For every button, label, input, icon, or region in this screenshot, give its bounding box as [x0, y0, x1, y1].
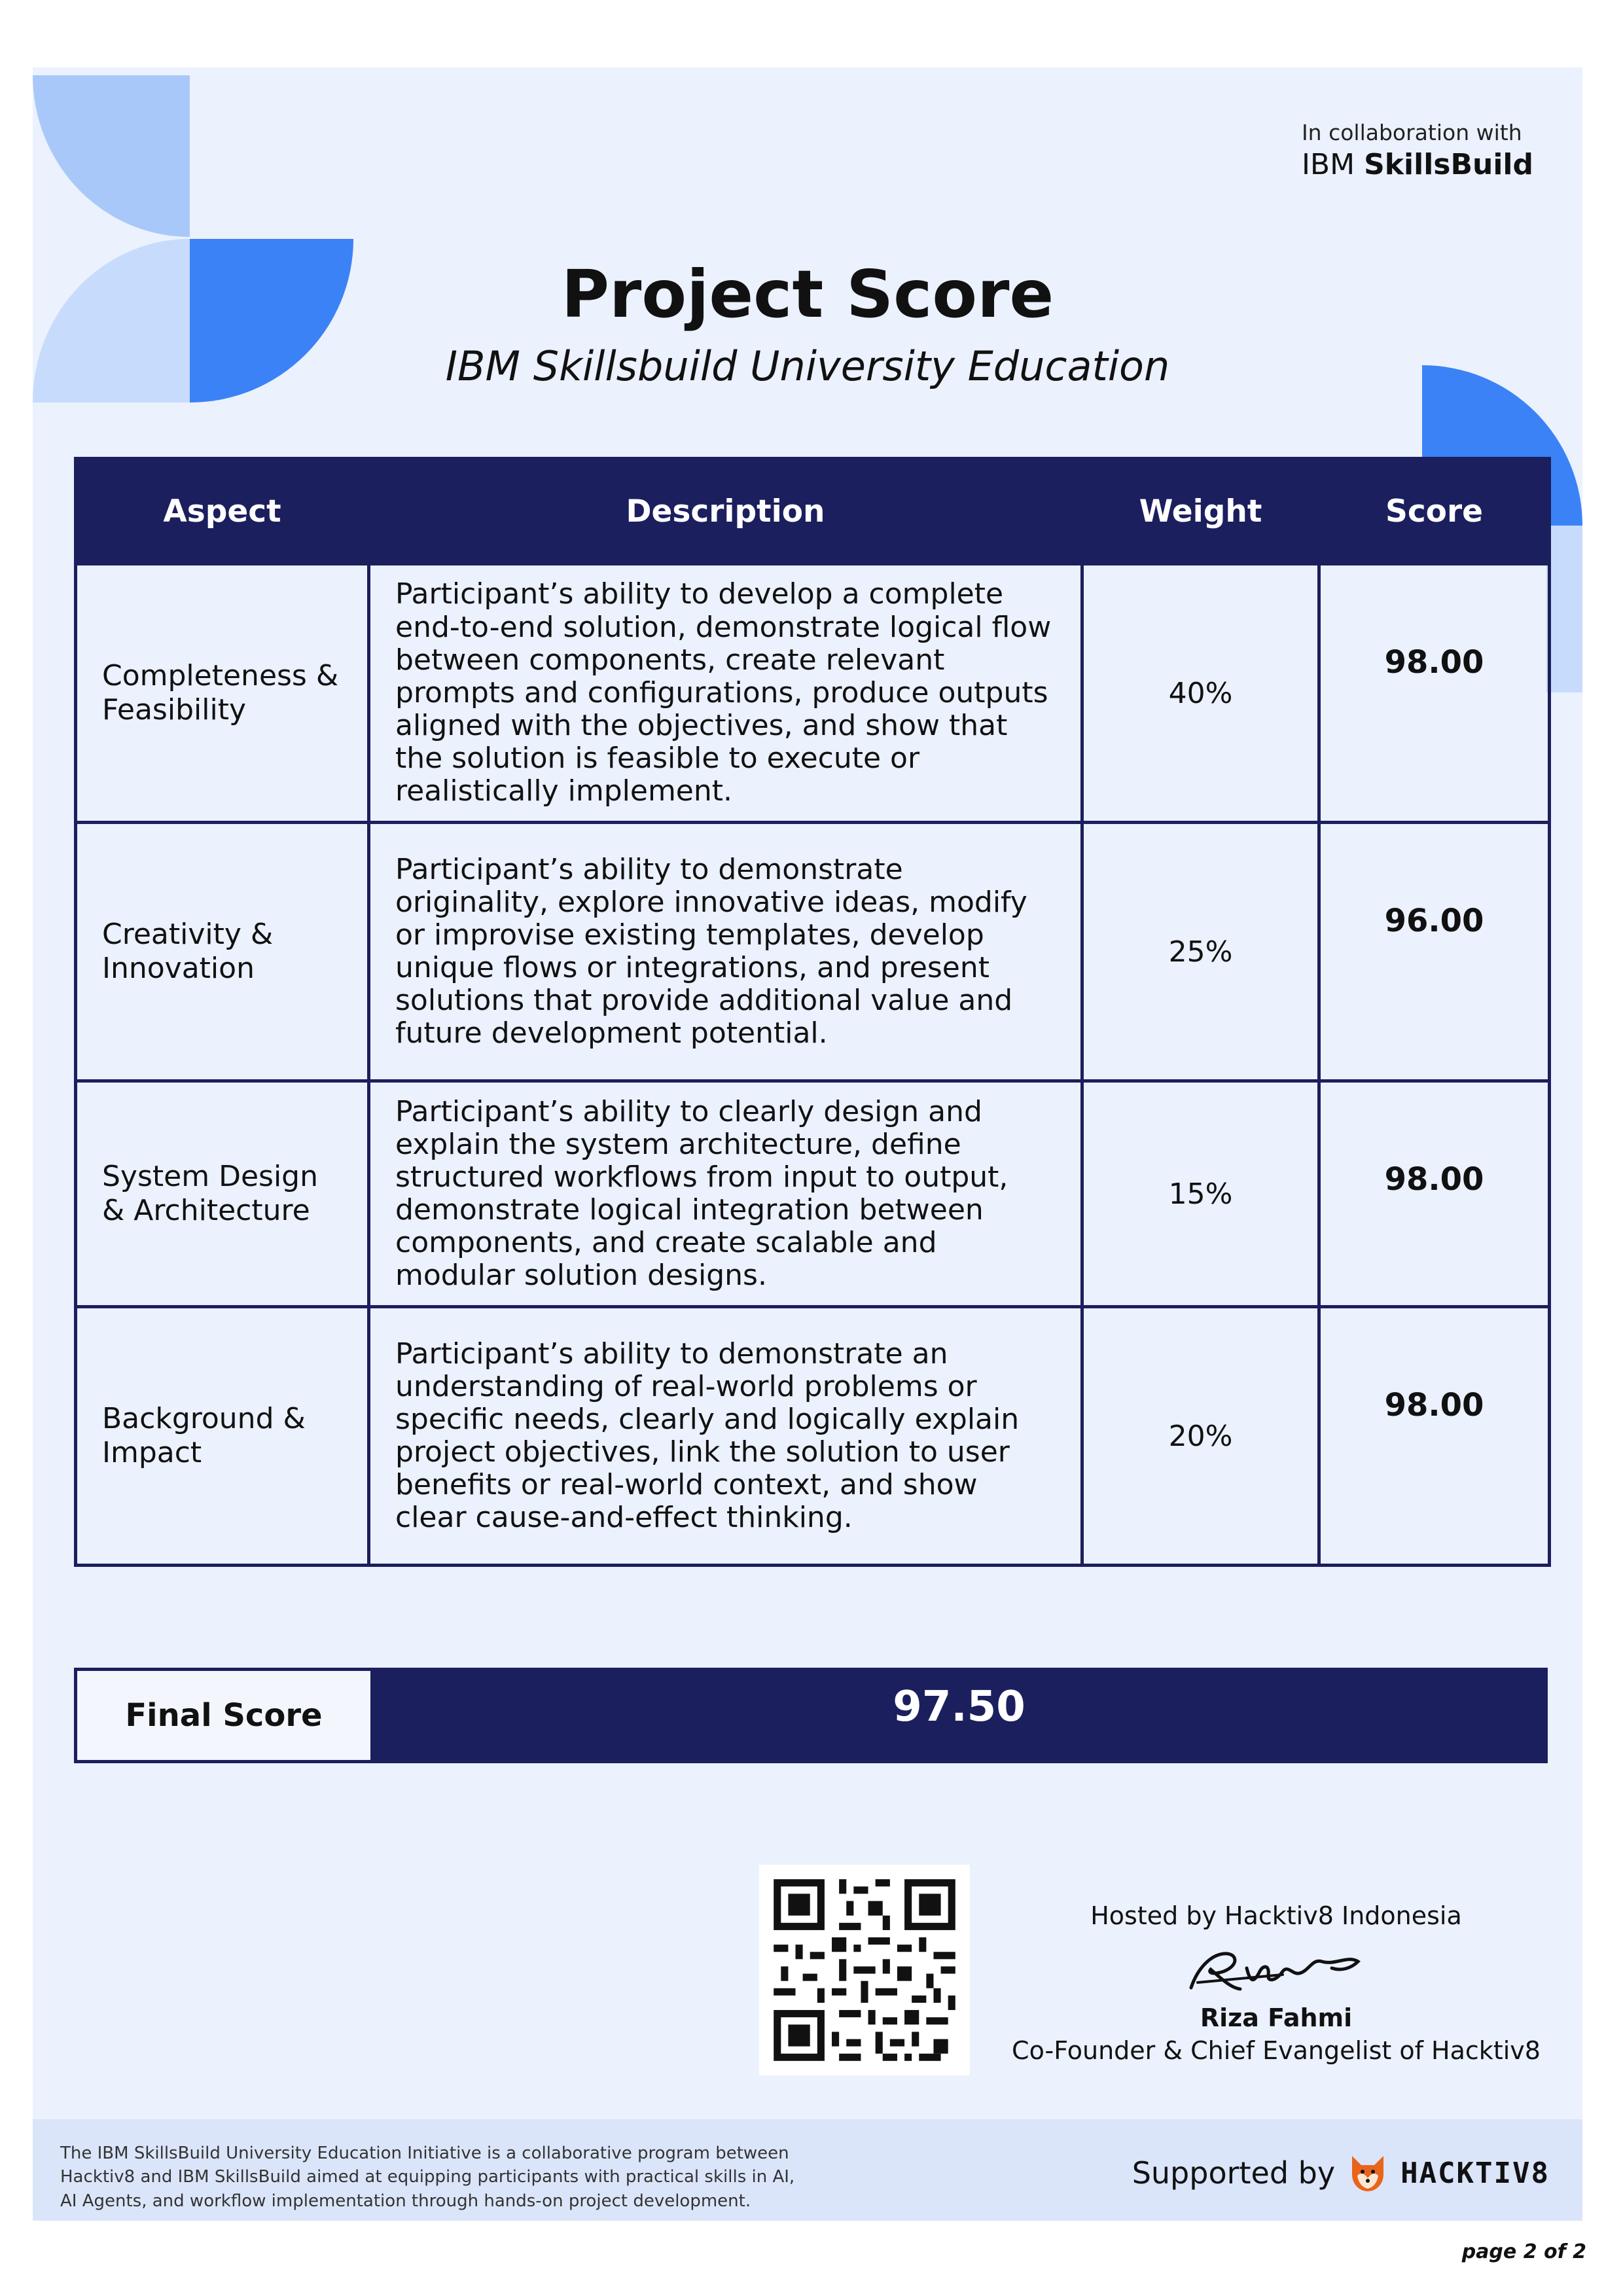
brand-regular: IBM [1301, 148, 1364, 181]
weight-cell: 20% [1082, 1307, 1319, 1566]
collaboration-prefix: In collaboration with [1301, 120, 1522, 145]
signer-name: Riza Fahmi [1200, 2003, 1353, 2032]
host-block [982, 1901, 1571, 2065]
final-score-box [74, 1668, 1548, 1763]
supported-by-block [1132, 2152, 1550, 2194]
final-score-label: Final Score [77, 1671, 374, 1760]
score-cell: 98.00 [1319, 1307, 1550, 1566]
collaboration-brand [1302, 148, 1533, 181]
hosted-by: Hosted by Hacktiv8 Indonesia [1090, 1901, 1462, 1930]
table-row [76, 1081, 1550, 1307]
page-subtitle: IBM Skillsbuild University Education [445, 342, 1170, 390]
score-cell: 98.00 [1319, 564, 1550, 823]
description-cell: Participant’s ability to demonstrate originality, explore innovative ideas, modify or improvise existing templates, develop unique flows or integrations, and present solutions that provide additional value and future development potential. [369, 823, 1082, 1081]
collaboration-block [1302, 120, 1533, 181]
aspect-cell: Background & Impact [76, 1307, 369, 1566]
table-header-row [76, 459, 1550, 564]
brand-bold: SkillsBuild [1364, 148, 1533, 181]
signature-icon [1185, 1942, 1368, 2001]
description-cell: Participant’s ability to demonstrate an understanding of real-world problems or specific needs, clearly and logically explain project objectives, link the solution to user benefits or real-world context, and show clear cause-and-effect thinking. [369, 1307, 1082, 1566]
header-aspect: Aspect [76, 459, 369, 564]
score-table [74, 457, 1551, 1567]
table-row [76, 823, 1550, 1081]
qr-code-icon [759, 1865, 970, 2075]
header-weight: Weight [1082, 459, 1319, 564]
page-number: page 2 of 2 [1461, 2240, 1586, 2263]
hacktiv8-brand: HACKTIV8 [1400, 2156, 1550, 2190]
page-title: Project Score [561, 256, 1054, 332]
table-row [76, 1307, 1550, 1566]
certificate-sheet [33, 67, 1582, 2221]
fox-mascot-icon [1347, 2152, 1389, 2194]
weight-cell: 40% [1082, 564, 1319, 823]
table-row [76, 564, 1550, 823]
description-cell: Participant’s ability to develop a complete end-to-end solution, demonstrate logical flow between components, create relevant prompts and configurations, produce outputs aligned with the objectives, and show that the solution is feasible to execute or realistically implement. [369, 564, 1082, 823]
description-cell: Participant’s ability to clearly design and explain the system architecture, define structured workflows from input to output, demonstrate logical integration between components, and create scalable and modular solution designs. [369, 1081, 1082, 1307]
aspect-cell: Creativity & Innovation [76, 823, 369, 1081]
score-cell: 98.00 [1319, 1081, 1550, 1307]
signer-role: Co-Founder & Chief Evangelist of Hacktiv8 [1012, 2036, 1541, 2065]
weight-cell: 25% [1082, 823, 1319, 1081]
header-description: Description [369, 459, 1082, 564]
aspect-cell: System Design & Architecture [76, 1081, 369, 1307]
weight-cell: 15% [1082, 1081, 1319, 1307]
header-score: Score [1319, 459, 1550, 564]
score-cell: 96.00 [1319, 823, 1550, 1081]
supported-by-label: Supported by [1132, 2155, 1336, 2191]
footer [33, 2119, 1582, 2221]
final-score-value: 97.50 [374, 1671, 1544, 1760]
aspect-cell: Completeness & Feasibility [76, 564, 369, 823]
footer-note: The IBM SkillsBuild University Education Initiative is a collaborative program between Hacktiv8 and IBM SkillsBuild aimed at equipping participants with practical skills in AI, AI Agents, and workflow implementation through hands-on project development. [60, 2144, 795, 2211]
